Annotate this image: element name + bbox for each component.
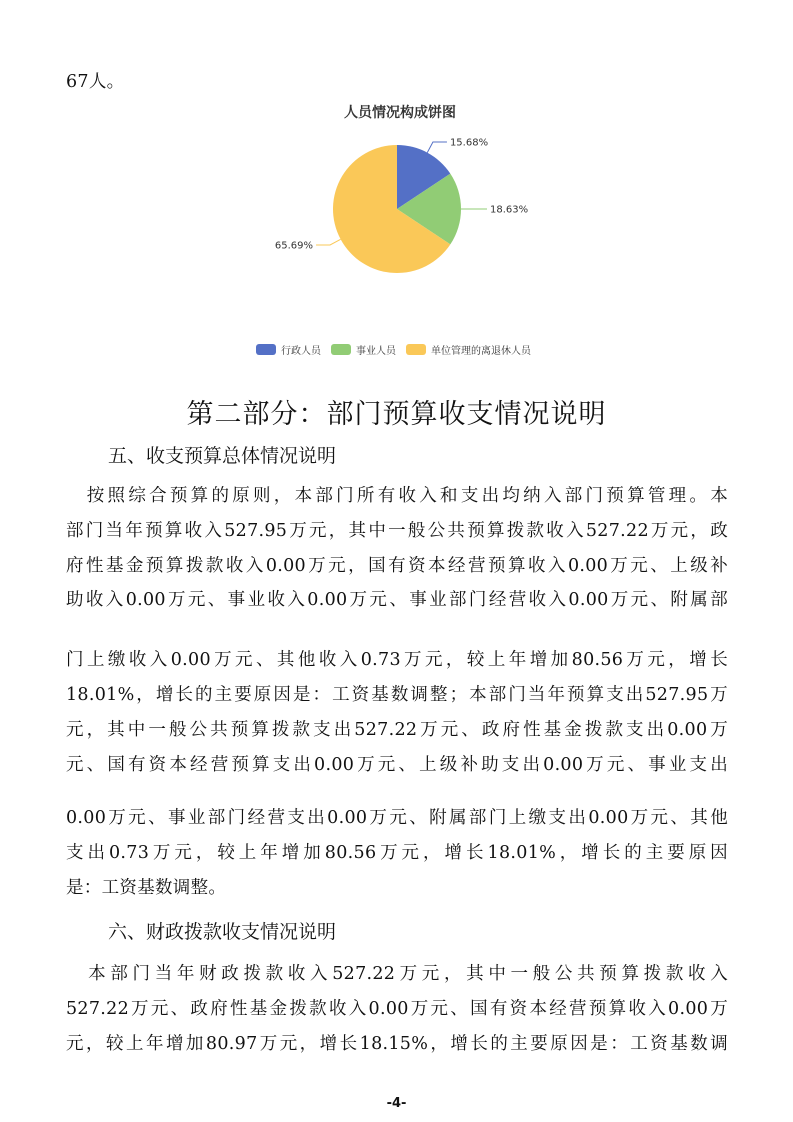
- pie-chart: [240, 95, 560, 370]
- section5-line: 元，其中一般公共预算拨款支出527.22万元、政府性基金拨款支出0.00万: [66, 720, 728, 740]
- legend-swatch: [406, 344, 426, 355]
- section5-title: 五、收支预算总体情况说明: [108, 445, 337, 467]
- legend-label: 单位管理的离退休人员: [431, 346, 531, 357]
- chart-title: 人员情况构成饼图: [344, 105, 456, 121]
- part-title: 第二部分：部门预算收支情况说明: [186, 399, 607, 430]
- section5-line: 元、国有资本经营预算支出0.00万元、上级补助支出0.00万元、事业支出: [66, 755, 728, 775]
- section5-line: 部门当年预算收入527.95万元，其中一般公共预算拨款收入527.22万元，政: [66, 521, 728, 541]
- section6-line: 527.22万元、政府性基金拨款收入0.00万元、国有资本经营预算收入0.00万: [66, 999, 728, 1019]
- top-text: 67人。: [66, 72, 125, 92]
- section5-line: 助收入0.00万元、事业收入0.00万元、事业部门经营收入0.00万元、附属部: [66, 590, 728, 610]
- legend-label: 事业人员: [356, 346, 396, 357]
- pie-data-label: 18.63%: [490, 204, 529, 216]
- section5-line: 府性基金预算拨款收入0.00万元，国有资本经营预算收入0.00万元、上级补: [66, 556, 728, 576]
- pie-svg: [240, 95, 560, 335]
- chart-legend: [256, 342, 541, 357]
- pie-leader-line: [316, 239, 341, 245]
- section5-line: 是：工资基数调整。: [66, 878, 227, 898]
- legend-item-admin[interactable]: [256, 342, 321, 357]
- section6-title: 六、财政拨款收支情况说明: [108, 921, 337, 943]
- section5-line: 支出0.73万元，较上年增加80.56万元，增长18.01%，增长的主要原因: [66, 843, 728, 863]
- page-number: -4-: [386, 1096, 407, 1111]
- section5-line: 按照综合预算的原则，本部门所有收入和支出均纳入部门预算管理。本: [66, 486, 728, 506]
- section5-line: 门上缴收入0.00万元、其他收入0.73万元，较上年增加80.56万元，增长: [66, 650, 728, 670]
- section6-line: 本部门当年财政拨款收入527.22万元，其中一般公共预算拨款收入: [66, 964, 728, 984]
- legend-label: 行政人员: [281, 346, 321, 357]
- section6-line: 元，较上年增加80.97万元，增长18.15%，增长的主要原因是：工资基数调: [66, 1034, 728, 1054]
- section5-line: 18.01%，增长的主要原因是：工资基数调整；本部门当年预算支出527.95万: [66, 685, 728, 705]
- pie-data-label: 15.68%: [449, 137, 489, 149]
- legend-item-institution[interactable]: [331, 342, 396, 357]
- section5-line: 0.00万元、事业部门经营支出0.00万元、附属部门上缴支出0.00万元、其他: [66, 808, 728, 828]
- legend-item-retired[interactable]: [406, 342, 531, 357]
- pie-data-label: 65.69%: [274, 240, 314, 252]
- legend-swatch: [256, 344, 276, 355]
- legend-swatch: [331, 344, 351, 355]
- pie-leader-line: [427, 142, 447, 153]
